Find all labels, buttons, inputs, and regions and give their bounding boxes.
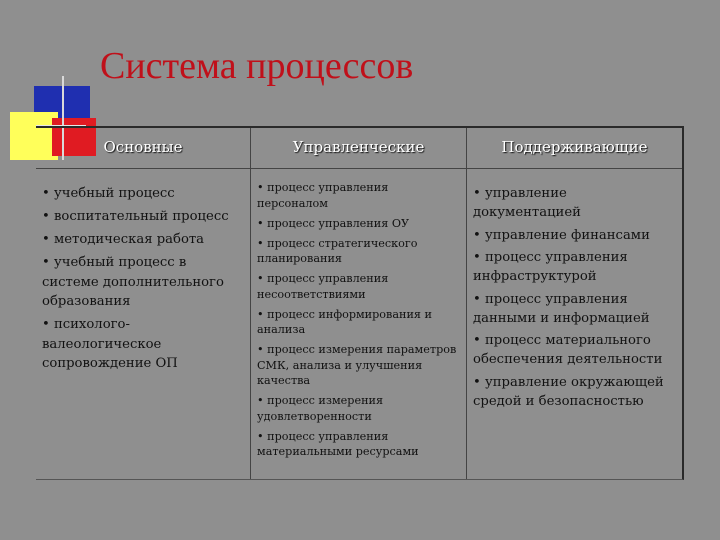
list-item: • психолого-валеологическое сопровождение ОП (42, 317, 178, 371)
list-item: • методическая работа (42, 232, 205, 247)
column-management (250, 128, 466, 479)
column-main-body (36, 168, 250, 479)
list-item: • управление финансами (473, 227, 650, 243)
slide-title: Система процессов (100, 45, 414, 87)
list-item: • процесс управления инфраструктурой (473, 250, 628, 284)
list-item: • процесс материального обеспечения деятельности (473, 333, 663, 367)
column-main (36, 128, 250, 479)
list-item: • управление документацией (473, 186, 581, 220)
list-item: • процесс измерения удовлетворенности (257, 394, 384, 423)
list-item: • процесс управления материальными ресурсами (257, 429, 419, 458)
column-header-main: Основные (103, 138, 183, 156)
list-item: • воспитательный процесс (42, 209, 229, 224)
list-item: • процесс управления данными и информацией (473, 291, 650, 326)
list-item: • учебный процесс в системе дополнительного образования (42, 255, 224, 309)
list-item: • процесс измерения параметров СМК, анализа и улучшения качества (257, 343, 457, 387)
list-item: • учебный процесс (42, 186, 175, 201)
list-item: • процесс информирования и анализа (257, 307, 432, 336)
list-item: • процесс управления несоответствиями (257, 272, 389, 301)
list-item: • процесс управления ОУ (257, 216, 410, 230)
column-support-body (467, 168, 682, 479)
list-item: • управление окружающей средой и безопасностью (473, 374, 664, 409)
list-item: • процесс управления персоналом (257, 181, 389, 210)
column-header-management: Управленческие (292, 138, 425, 156)
column-management-body (251, 168, 466, 479)
column-header-support: Поддерживающие (501, 138, 648, 156)
column-support (466, 128, 682, 479)
list-item: • процесс стратегического планирования (257, 236, 418, 265)
process-table (36, 126, 684, 480)
